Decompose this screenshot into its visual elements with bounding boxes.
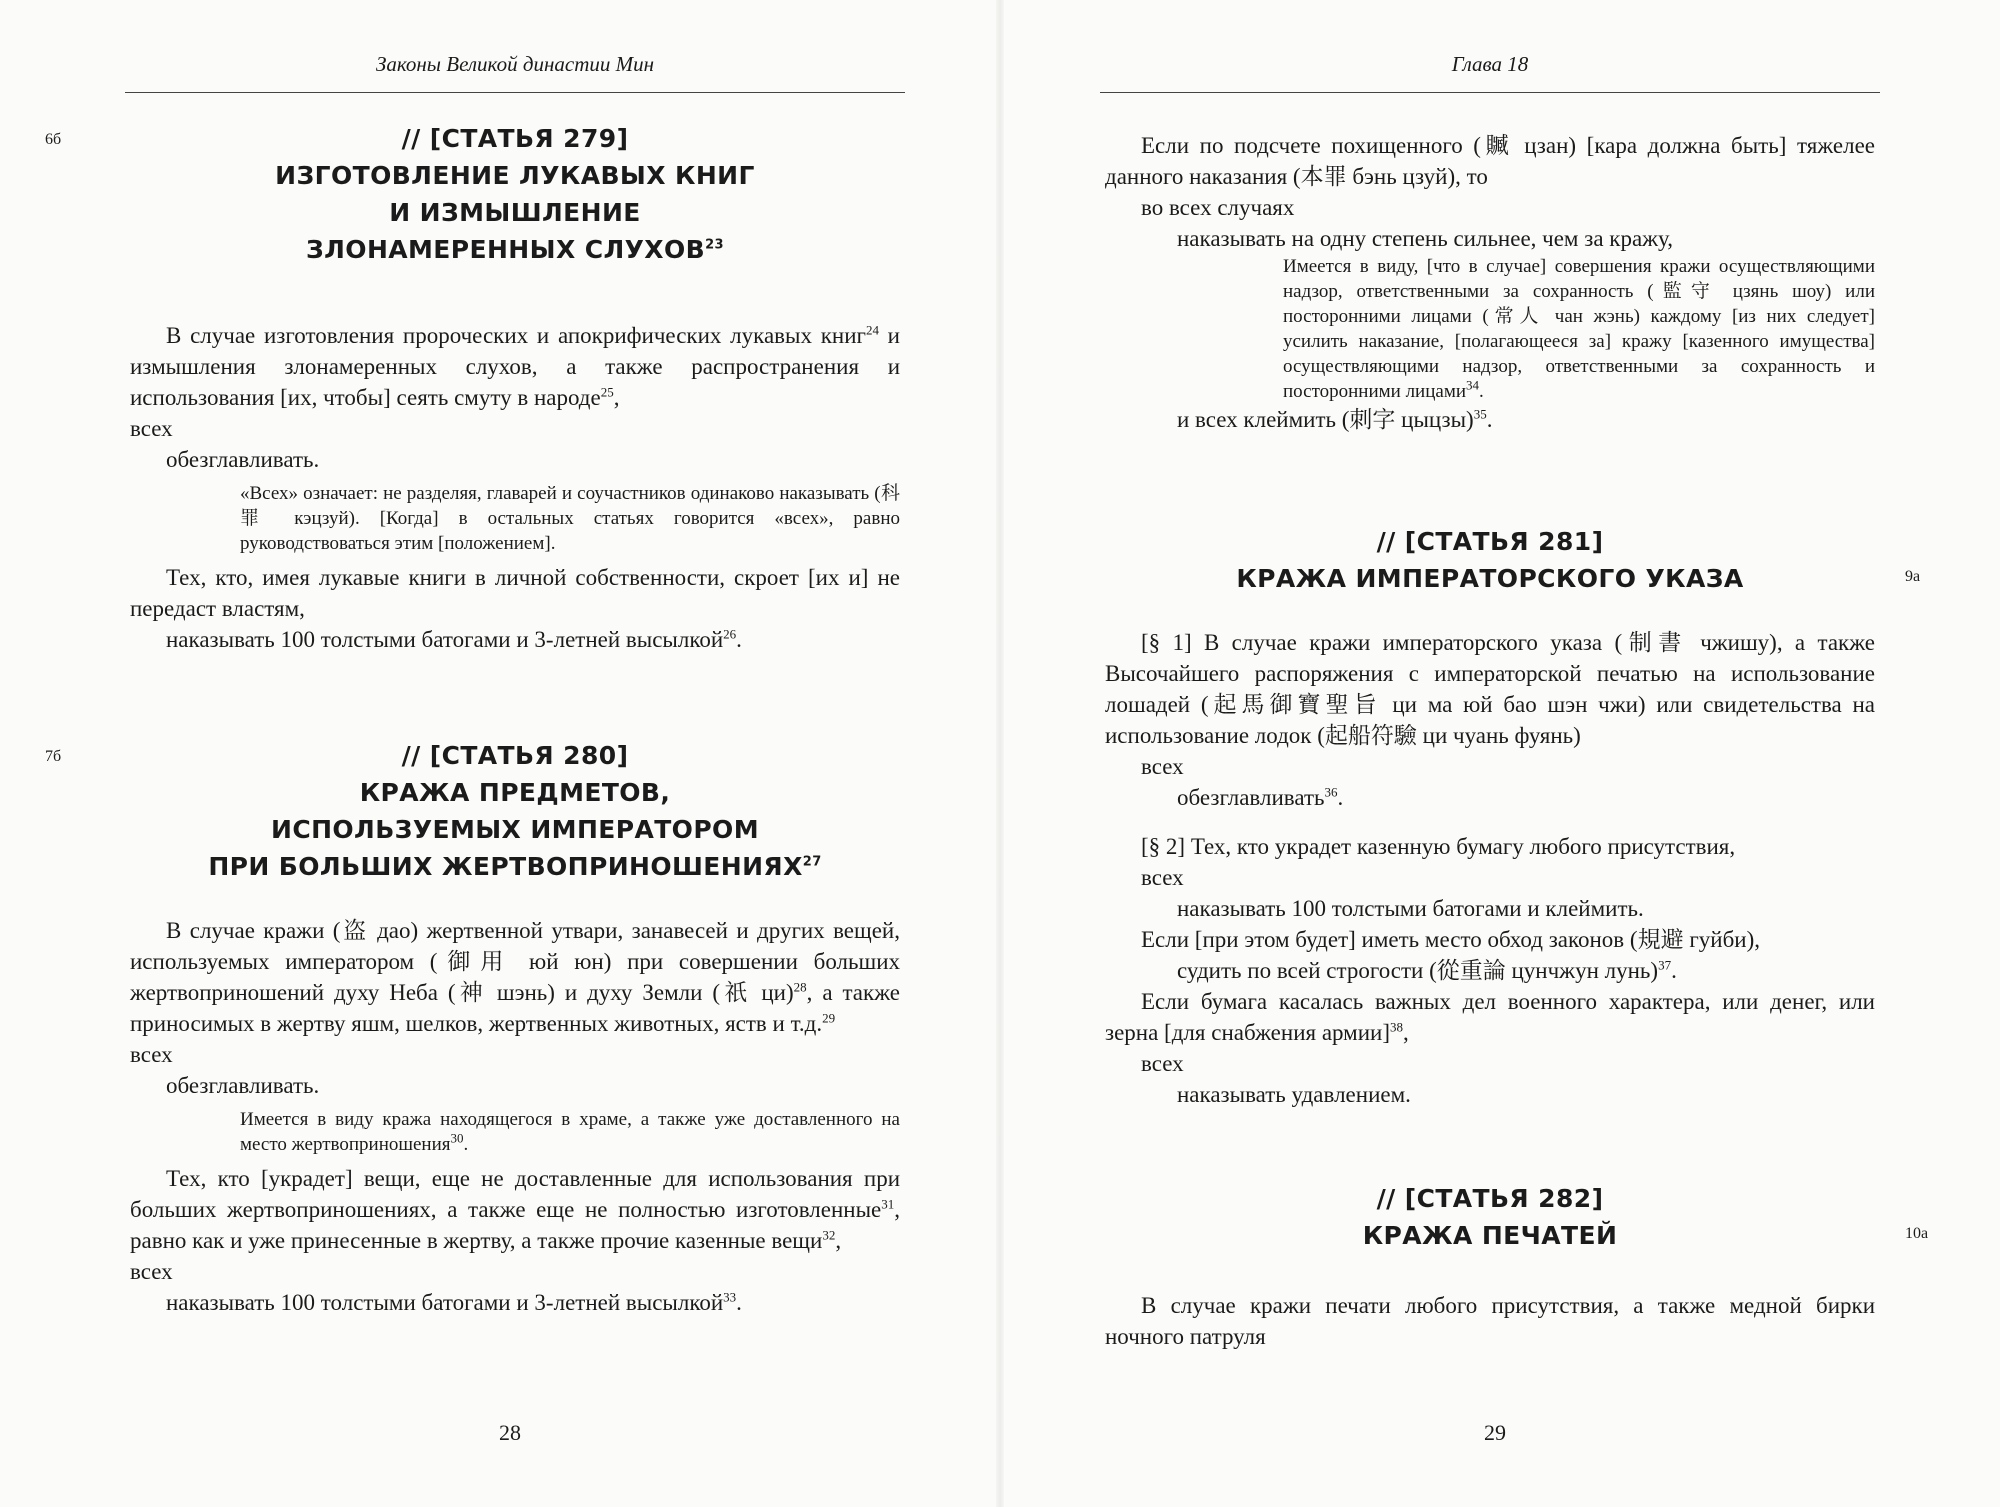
article-heading-line: КРАЖА ИМПЕРАТОРСКОГО УКАЗА	[1236, 564, 1744, 593]
paragraph: всех	[1141, 865, 1184, 890]
left-body	[130, 120, 900, 1318]
paragraph: наказывать удавлением.	[1177, 1082, 1411, 1107]
header-rule	[125, 92, 905, 93]
paragraph: наказывать 100 толстыми батогами и 3-летней высылкой$^{33}$.	[166, 1289, 742, 1315]
page-number: 28	[499, 1420, 521, 1445]
article-282-title	[1105, 1180, 1875, 1254]
paragraph: обезглавливать$^{36}$.	[1177, 784, 1344, 810]
paragraph: В случае изготовления пророческих и апокрифических лукавых книг$^{24}$ и измышления злонамеренных слухов, а также распространения и использования [их, чтобы] сеять смуту в народе$^{25}$,	[130, 322, 900, 410]
paragraph: наказывать на одну степень сильнее, чем за кражу,	[1177, 226, 1674, 251]
paragraph: всех	[130, 1042, 173, 1067]
article-number: // [СТАТЬЯ 282]	[1376, 1184, 1604, 1213]
article-heading-line: ИСПОЛЬЗУЕМЫХ ИМПЕРАТОРОМ	[271, 815, 759, 844]
article-heading-line: ПРИ БОЛЬШИХ ЖЕРТВОПРИНОШЕНИЯХ$^{27}$	[208, 852, 822, 881]
commentary-note: Имеется в виду кража находящегося в храме, а также уже доставленного на место жертвоприношения$^{30}$.	[240, 1109, 900, 1155]
article-number: // [СТАТЬЯ 279]	[401, 124, 629, 153]
paragraph: наказывать 100 толстыми батогами и 3-летней высылкой$^{26}$.	[166, 626, 742, 652]
paragraph: Тех, кто [украдет] вещи, еще не доставленные для использования при больших жертвоприношениях, а также еще не полностью изготовленные$^{31}$, равно как и уже принесенные в жертву, а также прочие казенные вещи$^{32}$,	[130, 1166, 900, 1253]
paragraph: и всех клеймить (刺字 цыцзы)$^{35}$.	[1177, 406, 1493, 432]
paragraph: Если бумага касалась важных дел военного характера, или денег, или зерна [для снабжения армии]$^{38}$,	[1105, 989, 1875, 1045]
article-heading-line: ИЗГОТОВЛЕНИЕ ЛУКАВЫХ КНИГ	[275, 161, 755, 190]
article-heading-line: И ИЗМЫШЛЕНИЕ	[389, 198, 641, 227]
paragraph: Если [при этом будет] иметь место обход законов (規避 гуйби),	[1141, 927, 1760, 952]
article-heading-line: КРАЖА ПРЕДМЕТОВ,	[359, 778, 671, 807]
paragraph: всех	[1141, 754, 1184, 779]
paragraph: [§ 1] В случае кражи императорского указа (制書 чжишу), а также Высочайшего распоряжения с императорской печатью на использование лошадей (起馬御寶聖旨 ци ма юй бао шэн чжи) или свидетельства на использование лодок (起船符驗 ци чуань фуянь)	[1105, 630, 1875, 748]
paragraph: обезглавливать.	[166, 1073, 320, 1098]
article-heading-line: КРАЖА ПЕЧАТЕЙ	[1362, 1221, 1618, 1250]
margin-note: 7б	[45, 748, 62, 765]
running-head: Законы Великой династии Мин	[375, 52, 655, 76]
page-number: 29	[1484, 1420, 1506, 1445]
article-281-title	[1105, 523, 1875, 597]
paragraph: во всех случаях	[1141, 195, 1295, 220]
margin-note: 6б	[45, 131, 62, 148]
article-number: // [СТАТЬЯ 280]	[401, 741, 629, 770]
paragraph: всех	[1141, 1051, 1184, 1076]
paragraph: В случае кражи печати любого присутствия, а также медной бирки ночного патруля	[1105, 1293, 1875, 1349]
article-heading-line: ЗЛОНАМЕРЕННЫХ СЛУХОВ$^{23}$	[305, 235, 724, 264]
paragraph: наказывать 100 толстыми батогами и клеймить.	[1177, 896, 1644, 921]
paragraph: всех	[130, 1259, 173, 1284]
article-279-title	[130, 120, 900, 268]
paragraph: всех	[130, 416, 173, 441]
right-page	[1000, 0, 2000, 1507]
paragraph: [§ 2] Тех, кто украдет казенную бумагу любого присутствия,	[1141, 834, 1736, 859]
article-number: // [СТАТЬЯ 281]	[1376, 527, 1604, 556]
commentary-note: «Всех» означает: не разделяя, главарей и соучастников одинаково наказывать (科罪 кэцзуй). [Когда] в остальных статьях говорится «всех», равно руководствоваться этим [положением].	[240, 483, 900, 554]
margin-note: 10а	[1905, 1225, 1929, 1242]
paragraph: обезглавливать.	[166, 447, 320, 472]
paragraph: судить по всей строгости (從重論 цунчжун лунь)$^{37}$.	[1177, 957, 1677, 983]
running-head: Глава 18	[1451, 52, 1529, 76]
margin-note: 9а	[1905, 568, 1921, 585]
paragraph: Если по подсчете похищенного (贓 цзан) [кара должна быть] тяжелее данного наказания (本罪 бэнь цзуй), то	[1105, 133, 1875, 189]
commentary-note: Имеется в виду, [что в случае] совершения кражи осуществляющими надзор, ответственными за сохранность (監守 цзянь шоу) или посторонними лицами (常人 чан жэнь) каждому [из них следует] усилить наказание, [полагающееся за] кражу [казенного имущества] осуществляющими надзор, ответственными за сохранность и посторонними лицами$^{34}$.	[1283, 256, 1875, 402]
right-body	[1105, 120, 1875, 1352]
paragraph: В случае кражи (盗 дао) жертвенной утвари, занавесей и других вещей, используемых императором (御用 юй юн) при совершении больших жертвоприношений духу Неба (神 шэнь) и духу Земли (祇 ци)$^{28}$, а также приносимых в жертву яшм, шелков, жертвенных животных, яств и т.д.$^{29}$	[130, 918, 900, 1036]
article-280-title	[130, 737, 900, 885]
header-rule	[1100, 92, 1880, 93]
paragraph: Тех, кто, имея лукавые книги в личной собственности, скроет [их и] не передаст властям,	[130, 565, 900, 621]
